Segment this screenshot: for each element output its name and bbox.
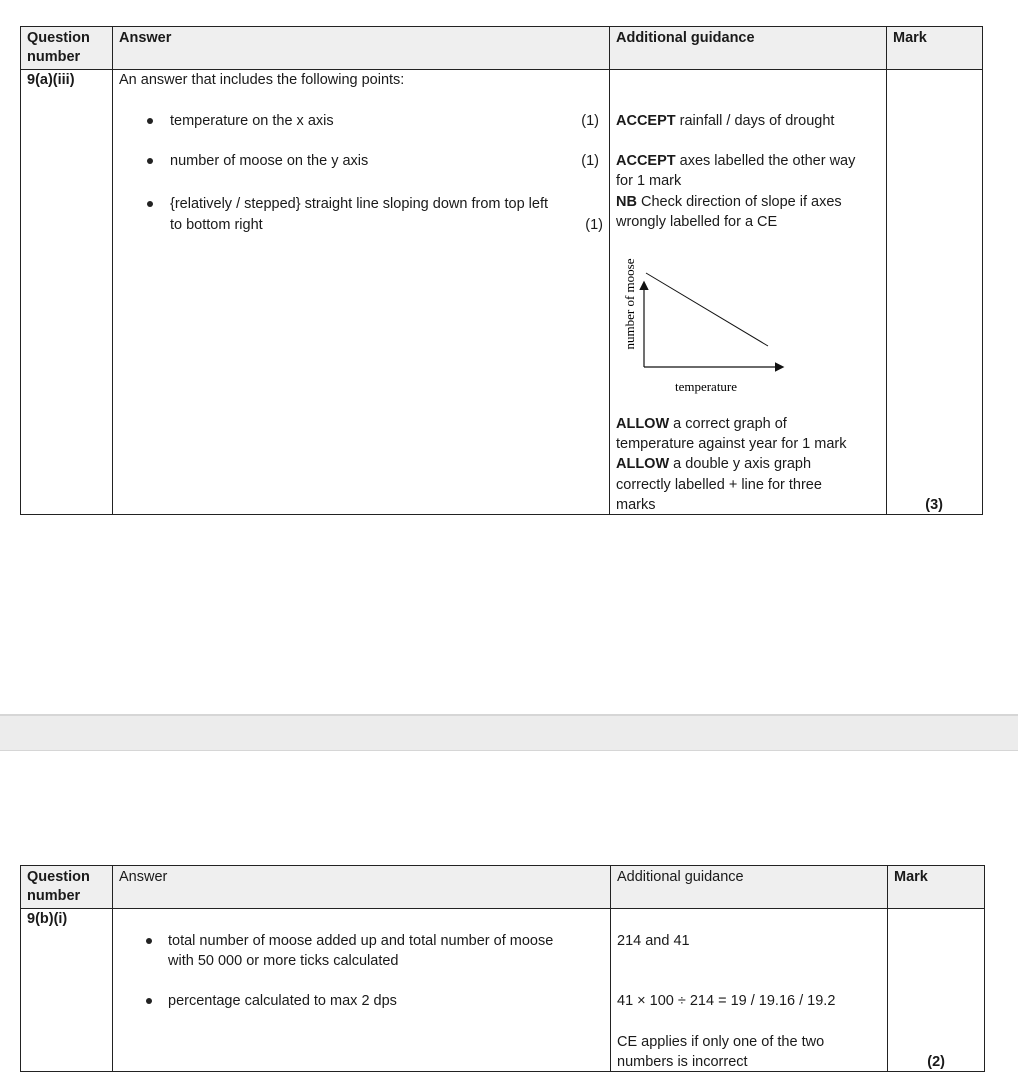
bullet-icon [146,938,152,944]
guidance-line: for 1 mark [616,173,682,189]
table-row [21,909,985,1072]
header-answer: Answer [113,27,610,70]
answer-point-3-line2: to bottom right [170,217,263,233]
header-additional-guidance: Additional guidance [610,27,887,70]
page-separator [0,714,1018,751]
answer-point-3-mark: (1) [585,217,603,233]
guidance-line: ACCEPT rainfall / days of drought [616,113,835,129]
table-row [21,70,983,515]
guidance-cell [610,70,887,515]
guidance-line: 214 and 41 [617,933,690,949]
guidance-line: temperature against year for 1 mark [616,436,847,452]
guidance-line: marks [616,497,656,513]
guidance-line: wrongly labelled for a CE [616,214,778,230]
answer-intro: An answer that includes the following points: [119,72,405,88]
mark-scheme-table-9a-iii [20,26,983,515]
guidance-line: ALLOW a correct graph of [616,416,787,432]
guidance-line: 41 × 100 ÷ 214 = 19 / 19.16 / 19.2 [617,993,836,1009]
table-header-row [21,27,983,70]
guidance-line: correctly labelled + line for three [616,477,822,493]
answer-point-1: temperature on the x axis [170,113,334,129]
header-additional-guidance: Additional guidance [611,866,888,909]
guidance-cell [611,909,888,1072]
bullet-icon [147,158,153,164]
header-mark: Mark [887,27,983,70]
header-answer: Answer [113,866,611,909]
header-mark: Mark [888,866,985,909]
guidance-line: ALLOW a double y axis graph [616,456,812,472]
total-mark: (3) [925,497,943,513]
question-number: 9(b)(i) [21,909,113,1072]
table-header-row [21,866,985,909]
total-mark: (2) [927,1054,945,1070]
header-question-number: Question number [21,27,113,70]
answer-point-3-line1: {relatively / stepped} straight line sloping down from top left [170,196,549,212]
x-axis-label: temperature [674,379,738,394]
guidance-line: numbers is incorrect [617,1054,748,1070]
mark-scheme-table-9b-i [20,865,985,1072]
header-question-number: Question number [21,866,113,909]
answer-point-1-mark: (1) [581,113,599,129]
guidance-line: ACCEPT axes labelled the other way [616,153,856,169]
sloping-line [646,273,768,346]
sketch-graph [610,220,810,410]
question-number: 9(a)(iii) [21,70,113,515]
answer-cell [113,70,610,515]
answer-point-2: number of moose on the y axis [170,153,369,169]
guidance-line: CE applies if only one of the two [617,1034,825,1050]
mark-cell [888,909,985,1072]
answer-cell [113,909,611,1072]
bullet-icon [147,118,153,124]
bullet-icon [147,201,153,207]
bullet-icon [146,998,152,1004]
answer-point-1-line2: with 50 000 or more ticks calculated [168,953,399,969]
mark-cell [887,70,983,515]
guidance-line: NB Check direction of slope if axes [616,194,842,210]
answer-point-2-mark: (1) [581,153,599,169]
answer-point-1-line1: total number of moose added up and total number of moose [168,933,554,949]
answer-point-2: percentage calculated to max 2 dps [168,993,397,1009]
y-axis-label: number of moose [622,258,637,350]
